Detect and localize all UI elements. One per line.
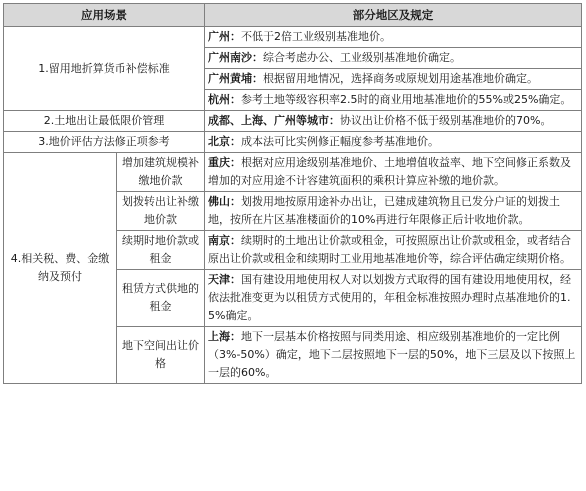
region-name: 重庆：	[208, 156, 241, 169]
region-name: 广州：	[208, 30, 241, 43]
scene-cell: 4.相关税、费、金缴纳及预付	[4, 153, 117, 384]
region-name: 北京：	[208, 135, 241, 148]
region-cell	[205, 192, 582, 231]
region-cell	[205, 90, 582, 111]
subscene-cell: 增加建筑规模补缴地价款	[117, 153, 205, 192]
scene-cell: 3.地价评估方法修正项参考	[4, 132, 205, 153]
region-text: 续期时的土地出让价款或租金，可按照原出让价款或租金，或者结合原出让价款或租金和续期时工业用地基准地价等，综合评估确定续期价格。	[208, 234, 571, 265]
region-name: 成都、上海、广州等城市：	[208, 114, 340, 127]
region-name: 广州黄埔：	[208, 72, 263, 85]
subscene-cell: 续期时地价款或租金	[117, 231, 205, 270]
subscene-cell: 划拨转出让补缴地价款	[117, 192, 205, 231]
region-cell	[205, 132, 582, 153]
region-name: 杭州：	[208, 93, 241, 106]
region-name: 上海：	[208, 330, 241, 343]
region-cell	[205, 270, 582, 327]
region-text: 根据对应用途级别基准地价、土地增值收益率、地下空间修正系数及增加的对应用途不计容建筑面积的乘积计算应补缴的地价款。	[208, 156, 571, 187]
region-text: 参考土地等级容积率2.5时的商业用地基准地价的55%或25%确定。	[241, 93, 572, 106]
subscene-cell: 租赁方式供地的租金	[117, 270, 205, 327]
region-cell	[205, 153, 582, 192]
region-cell	[205, 27, 582, 48]
region-text: 协议出让价格不低于级别基准地价的70%。	[340, 114, 552, 127]
table-row	[4, 111, 582, 132]
region-name: 天津：	[208, 273, 241, 286]
table-header-row	[4, 4, 582, 27]
region-cell	[205, 327, 582, 384]
scene-cell: 2.土地出让最低限价管理	[4, 111, 205, 132]
policy-table	[3, 3, 582, 384]
region-name: 广州南沙：	[208, 51, 263, 64]
region-name: 南京：	[208, 234, 241, 247]
region-cell	[205, 48, 582, 69]
region-text: 划拨用地按原用途补办出让，已建成建筑物且已发分户证的划拨土地，按所在片区基准楼面价的10%再进行年限修正后计收地价款。	[208, 195, 560, 226]
region-cell	[205, 111, 582, 132]
region-text: 不低于2倍工业级别基准地价。	[241, 30, 391, 43]
region-text: 成本法可比实例修正幅度参考基准地价。	[241, 135, 439, 148]
region-name: 佛山：	[208, 195, 241, 208]
table-row	[4, 27, 582, 48]
region-text: 根据留用地情况，选择商务或原规划用途基准地价确定。	[263, 72, 538, 85]
subscene-cell: 地下空间出让价格	[117, 327, 205, 384]
region-text: 国有建设用地使用权人对以划拨方式取得的国有建设用地使用权，经依法批准变更为以租赁方式使用的，年租金标准按照办理时点基准地价的1.5%确定。	[208, 273, 571, 322]
table-row	[4, 132, 582, 153]
header-scene: 应用场景	[4, 4, 205, 27]
table-row	[4, 153, 582, 192]
region-cell	[205, 69, 582, 90]
region-text: 地下一层基本价格按照与同类用途、相应级别基准地价的一定比例（3%-50%）确定，地下二层按照地下一层的50%，地下三层及以下按照上一层的60%。	[208, 330, 576, 379]
scene-cell: 1.留用地折算货币补偿标准	[4, 27, 205, 111]
header-regions: 部分地区及规定	[205, 4, 582, 27]
region-text: 综合考虑办公、工业级别基准地价确定。	[263, 51, 461, 64]
region-cell	[205, 231, 582, 270]
